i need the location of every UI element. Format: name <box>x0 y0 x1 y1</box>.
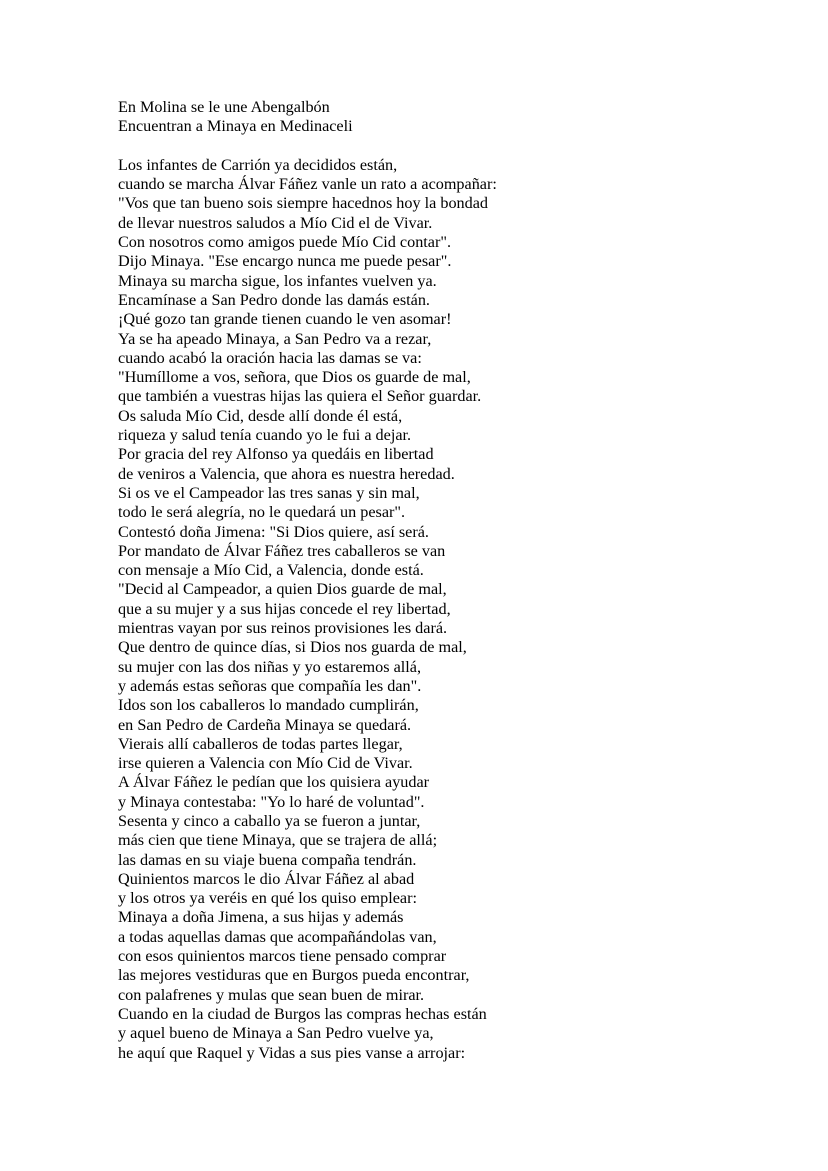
verse-line: de veniros a Valencia, que ahora es nuestra heredad. <box>118 464 455 483</box>
verse-line: Vierais allí caballeros de todas partes llegar, <box>118 734 403 753</box>
heading-line: En Molina se le une Abengalbón <box>118 98 330 116</box>
heading-line: Encuentran a Minaya en Medinaceli <box>118 117 353 136</box>
verse-line: Con nosotros como amigos puede Mío Cid contar". <box>118 233 452 252</box>
poem-text <box>118 98 798 1063</box>
verse-line: con mensaje a Mío Cid, a Valencia, donde está. <box>118 561 424 580</box>
verse-line: en San Pedro de Cardeña Minaya se quedará. <box>118 715 412 734</box>
verse-line: Contestó doña Jimena: "Si Dios quiere, así será. <box>118 522 429 541</box>
verse-line: con palafrenes y mulas que sean buen de mirar. <box>118 985 425 1004</box>
verse-line: a todas aquellas damas que acompañándolas van, <box>118 927 437 946</box>
verse-line: y aquel bueno de Minaya a San Pedro vuelve ya, <box>118 1024 434 1043</box>
stanza-gap <box>118 137 798 156</box>
verse-line: Dijo Minaya. "Ese encargo nunca me puede pesar". <box>118 252 452 271</box>
verse-line: "Vos que tan bueno sois siempre hacednos hoy la bondad <box>118 194 489 213</box>
verse-line: Minaya su marcha sigue, los infantes vuelven ya. <box>118 271 437 290</box>
verse-line: Si os ve el Campeador las tres sanas y sin mal, <box>118 483 420 502</box>
verse-line: y los otros ya veréis en qué los quiso emplear: <box>118 889 417 908</box>
verse-line: y además estas señoras que compañía les dan". <box>118 676 422 695</box>
verse-line: irse quieren a Valencia con Mío Cid de Vivar. <box>118 754 413 773</box>
verse-line: con esos quinientos marcos tiene pensado comprar <box>118 947 447 966</box>
verse-line: Por gracia del rey Alfonso ya quedáis en libertad <box>118 445 434 464</box>
verse-line: Minaya a doña Jimena, a sus hijas y además <box>118 908 404 927</box>
verse-line: Quinientos marcos le dio Álvar Fáñez al abad <box>118 869 415 888</box>
verse-line: de llevar nuestros saludos a Mío Cid el de Vivar. <box>118 213 433 232</box>
verse-line: más cien que tiene Minaya, que se trajera de allá; <box>118 831 438 850</box>
verse-line: cuando acabó la oración hacia las damas se va: <box>118 348 422 367</box>
verse-line: cuando se marcha Álvar Fáñez vanle un rato a acompañar: <box>118 175 497 194</box>
verse-line: todo le será alegría, no le quedará un pesar". <box>118 503 406 522</box>
verse-line: ¡Qué gozo tan grande tienen cuando le ven asomar! <box>118 310 452 329</box>
verse-line: mientras vayan por sus reinos provisiones les dará. <box>118 619 448 638</box>
verse-line: su mujer con las dos niñas y yo estaremos allá, <box>118 657 422 676</box>
verse-line: he aquí que Raquel y Vidas a sus pies vanse a arrojar: <box>118 1043 466 1062</box>
verse-line: Sesenta y cinco a caballo ya se fueron a juntar, <box>118 811 421 830</box>
verse-line: que a su mujer y a sus hijas concede el rey libertad, <box>118 599 451 618</box>
verse-line: Cuando en la ciudad de Burgos las compras hechas están <box>118 1004 487 1023</box>
verse-line: las mejores vestiduras que en Burgos pueda encontrar, <box>118 966 470 985</box>
verse-line: riqueza y salud tenía cuando yo le fui a dejar. <box>118 426 412 445</box>
verse-line: Idos son los caballeros lo mandado cumplirán, <box>118 696 419 715</box>
verse-line: "Humíllome a vos, señora, que Dios os guarde de mal, <box>118 368 471 387</box>
verse-line: y Minaya contestaba: "Yo lo haré de voluntad". <box>118 792 425 811</box>
verse-line: "Decid al Campeador, a quien Dios guarde de mal, <box>118 580 447 599</box>
verse-line: Los infantes de Carrión ya decididos están, <box>118 155 398 174</box>
verse-line: A Álvar Fáñez le pedían que los quisiera ayudar <box>118 773 430 792</box>
verse-line: Encamínase a San Pedro donde las damás están. <box>118 290 430 309</box>
verse-line: las damas en su viaje buena compaña tendrán. <box>118 850 417 869</box>
verse-line: Por mandato de Álvar Fáñez tres caballeros se van <box>118 541 446 560</box>
verse-line: Os saluda Mío Cid, desde allí donde él está, <box>118 406 403 425</box>
verse-line: Que dentro de quince días, si Dios nos guarda de mal, <box>118 638 467 657</box>
verse-line: que también a vuestras hijas las quiera el Señor guardar. <box>118 387 482 406</box>
verse-line: Ya se ha apeado Minaya, a San Pedro va a rezar, <box>118 329 432 348</box>
